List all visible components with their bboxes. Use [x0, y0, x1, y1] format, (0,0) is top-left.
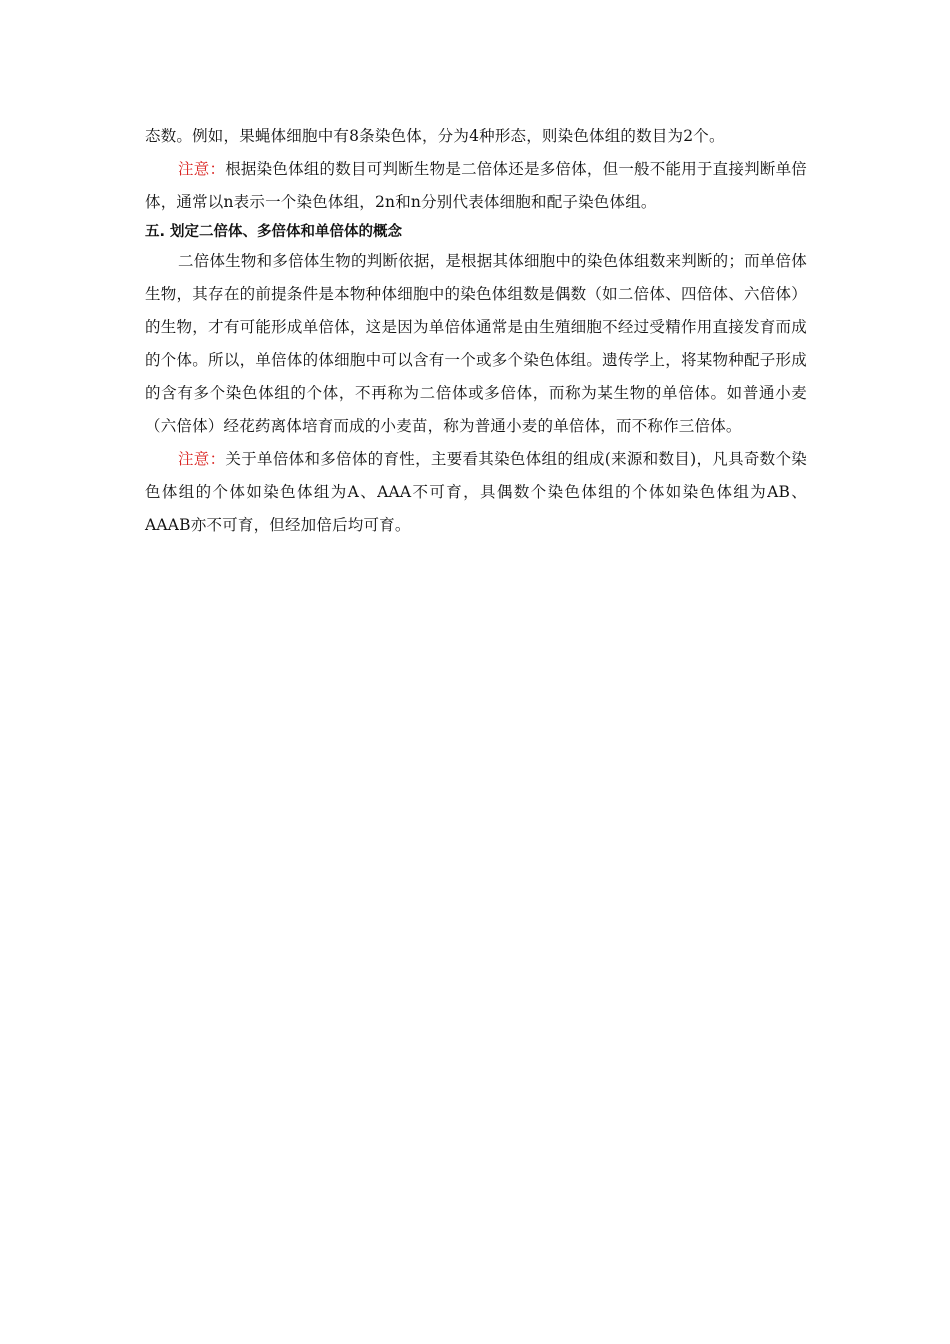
document-body — [145, 120, 807, 542]
note-text: 根据染色体组的数目可判断生物是二倍体还是多倍体，但一般不能用于直接判断单倍体，通常以n表示一个染色体组，2n和n分别代表体细胞和配子染色体组。 — [145, 160, 807, 211]
note-label: 注意： — [178, 160, 226, 178]
section-heading: 五. 划定二倍体、多倍体和单倍体的概念 — [145, 224, 403, 240]
body-paragraph-text: 二倍体生物和多倍体生物的判断依据，是根据其体细胞中的染色体组数来判断的；而单倍体生物，其存在的前提条件是本物种体细胞中的染色体组数是偶数（如二倍体、四倍体、六倍体）的生物，才有可能形成单倍体，这是因为单倍体通常是由生殖细胞不经过受精作用直接发育而成的个体。所以，单倍体的体细胞中可以含有一个或多个染色体组。遗传学上，将某物种配子形成的含有多个染色体组的个体，不再称为二倍体或多倍体，而称为某生物的单倍体。如普通小麦（六倍体）经花药离体培育而成的小麦苗，称为普通小麦的单倍体，而不称作三倍体。 — [145, 252, 807, 435]
body-paragraph — [145, 245, 807, 443]
note-paragraph-1 — [145, 153, 807, 219]
paragraph-continuation-text: 态数。例如，果蝇体细胞中有8条染色体，分为4种形态，则染色体组的数目为2个。 — [145, 127, 725, 145]
paragraph-continuation — [145, 120, 807, 153]
note-paragraph-2 — [145, 443, 807, 542]
note-label: 注意： — [178, 450, 226, 468]
note-text: 关于单倍体和多倍体的育性，主要看其染色体组的组成(来源和数目)，凡具奇数个染色体组的个体如染色体组为A、AAA不可育，具偶数个染色体组的个体如染色体组为AB、AAAB亦不可育，但经加倍后均可育。 — [145, 450, 807, 534]
